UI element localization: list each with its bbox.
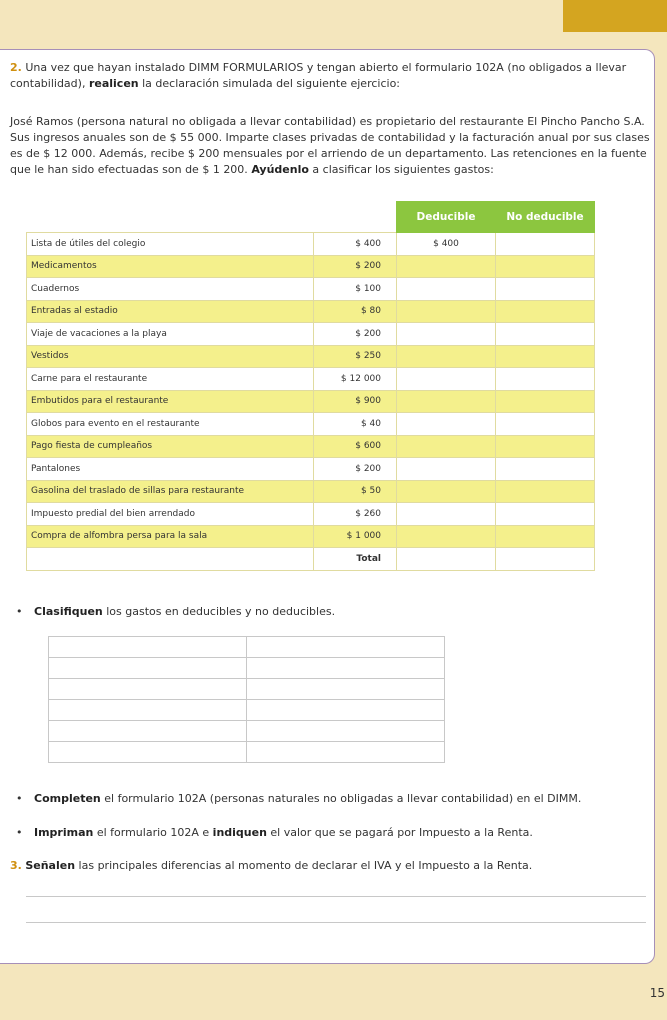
expense-amount: $ 1 000 — [314, 525, 397, 548]
deducible-cell[interactable] — [397, 255, 496, 278]
expense-item: Lista de útiles del colegio — [27, 233, 314, 256]
classification-row — [49, 721, 445, 742]
total-deducible-cell[interactable] — [397, 548, 496, 571]
expense-item: Embutidos para el restaurante — [27, 390, 314, 413]
table-row — [27, 390, 595, 413]
table-row — [27, 480, 595, 503]
bottom-strip — [0, 964, 667, 1020]
bullet-completen: • Completen el formulario 102A (personas naturales no obligadas a llevar contabilidad) en el DIMM. — [34, 792, 581, 805]
gold-tab — [563, 0, 667, 32]
classification-row — [49, 679, 445, 700]
exercise-3-number: 3. — [10, 859, 22, 872]
deducible-cell[interactable] — [397, 323, 496, 346]
no-deducible-cell[interactable] — [496, 278, 595, 301]
expense-amount: $ 80 — [314, 300, 397, 323]
table-row — [27, 368, 595, 391]
classification-row — [49, 637, 445, 658]
expense-amount: $ 50 — [314, 480, 397, 503]
classification-cell[interactable] — [49, 700, 247, 721]
expense-amount: $ 100 — [314, 278, 397, 301]
classification-cell[interactable] — [49, 637, 247, 658]
table-row — [27, 233, 595, 256]
expense-amount: $ 200 — [314, 458, 397, 481]
no-deducible-cell[interactable] — [496, 503, 595, 526]
expense-item: Entradas al estadio — [27, 300, 314, 323]
deducible-cell[interactable] — [397, 503, 496, 526]
expense-amount: $ 600 — [314, 435, 397, 458]
table-row — [27, 413, 595, 436]
deducible-cell[interactable]: $ 400 — [397, 233, 496, 256]
table-row — [27, 435, 595, 458]
deducible-cell[interactable] — [397, 368, 496, 391]
expense-item: Pantalones — [27, 458, 314, 481]
exercise-2-number: 2. — [10, 61, 22, 74]
deducible-cell[interactable] — [397, 525, 496, 548]
no-deducible-cell[interactable] — [496, 323, 595, 346]
case-description: José Ramos (persona natural no obligada a llevar contabilidad) es propietario del restaurante El Pincho Pancho S.A. Sus ingresos anuales son de $ 55 000. Imparte clases privadas de contabilidad y la facturación anual por sus clases es de $ 12 000. Además, recibe $ 200 mensuales por el arriendo de un departamento. Las retenciones en la fuente que le han sido efectuadas son de $ 1 200. Ayúdenlo a clasificar los siguientes gastos: — [10, 115, 650, 176]
expense-amount: $ 200 — [314, 255, 397, 278]
header-no-deducible: No deducible — [496, 202, 595, 233]
classification-table — [48, 636, 445, 763]
no-deducible-cell[interactable] — [496, 368, 595, 391]
expense-item: Carne para el restaurante — [27, 368, 314, 391]
expense-item: Vestidos — [27, 345, 314, 368]
no-deducible-cell[interactable] — [496, 255, 595, 278]
expense-amount: $ 400 — [314, 233, 397, 256]
expense-item: Cuadernos — [27, 278, 314, 301]
deducible-cell[interactable] — [397, 480, 496, 503]
no-deducible-cell[interactable] — [496, 480, 595, 503]
total-no-deducible-cell[interactable] — [496, 548, 595, 571]
expense-item: Medicamentos — [27, 255, 314, 278]
table-row — [27, 345, 595, 368]
deducible-cell[interactable] — [397, 278, 496, 301]
expense-amount: $ 40 — [314, 413, 397, 436]
classification-row — [49, 658, 445, 679]
classification-row — [49, 700, 445, 721]
classification-cell[interactable] — [247, 679, 445, 700]
deducible-cell[interactable] — [397, 458, 496, 481]
expense-item: Compra de alfombra persa para la sala — [27, 525, 314, 548]
deducible-cell[interactable] — [397, 300, 496, 323]
answer-line[interactable] — [26, 896, 646, 897]
expense-amount: $ 250 — [314, 345, 397, 368]
total-label: Total — [314, 548, 397, 571]
expense-amount: $ 12 000 — [314, 368, 397, 391]
deducible-cell[interactable] — [397, 435, 496, 458]
expense-item: Viaje de vacaciones a la playa — [27, 323, 314, 346]
table-row — [27, 255, 595, 278]
bullet-clasifiquen: • Clasifiquen los gastos en deducibles y no deducibles. — [34, 605, 335, 618]
table-row — [27, 525, 595, 548]
exercise-3-instruction: 3. Señalen las principales diferencias al momento de declarar el IVA y el Impuesto a la Renta. — [10, 859, 533, 872]
total-row — [27, 548, 595, 571]
no-deducible-cell[interactable] — [496, 413, 595, 436]
deducible-cell[interactable] — [397, 345, 496, 368]
classification-cell[interactable] — [247, 637, 445, 658]
classification-cell[interactable] — [247, 658, 445, 679]
table-row — [27, 323, 595, 346]
no-deducible-cell[interactable] — [496, 233, 595, 256]
expense-amount: $ 200 — [314, 323, 397, 346]
expense-amount: $ 900 — [314, 390, 397, 413]
deducible-cell[interactable] — [397, 413, 496, 436]
expense-item: Globos para evento en el restaurante — [27, 413, 314, 436]
no-deducible-cell[interactable] — [496, 345, 595, 368]
classification-cell[interactable] — [49, 721, 247, 742]
table-row — [27, 458, 595, 481]
no-deducible-cell[interactable] — [496, 525, 595, 548]
expense-item: Pago fiesta de cumpleaños — [27, 435, 314, 458]
table-row — [27, 503, 595, 526]
expense-item: Gasolina del traslado de sillas para restaurante — [27, 480, 314, 503]
classification-cell[interactable] — [247, 721, 445, 742]
header-deducible: Deducible — [397, 202, 496, 233]
no-deducible-cell[interactable] — [496, 458, 595, 481]
classification-cell[interactable] — [49, 742, 247, 763]
classification-cell[interactable] — [247, 742, 445, 763]
expense-item: Impuesto predial del bien arrendado — [27, 503, 314, 526]
deducible-cell[interactable] — [397, 390, 496, 413]
exercise-2-instruction: 2. Una vez que hayan instalado DIMM FORMULARIOS y tengan abierto el formulario 102A (no obligados a llevar contabilidad), realicen la declaración simulada del siguiente ejercicio: — [10, 61, 627, 90]
answer-line[interactable] — [26, 922, 646, 923]
classification-cell[interactable] — [247, 700, 445, 721]
no-deducible-cell[interactable] — [496, 390, 595, 413]
bullet-impriman: • Impriman el formulario 102A e indiquen el valor que se pagará por Impuesto a la Renta. — [34, 826, 533, 839]
classification-row — [49, 742, 445, 763]
page-number: 15 — [649, 986, 665, 1000]
no-deducible-cell[interactable] — [496, 300, 595, 323]
table-row — [27, 300, 595, 323]
classification-cell[interactable] — [49, 679, 247, 700]
no-deducible-cell[interactable] — [496, 435, 595, 458]
expense-amount: $ 260 — [314, 503, 397, 526]
expense-table — [26, 201, 595, 571]
classification-cell[interactable] — [49, 658, 247, 679]
table-row — [27, 278, 595, 301]
